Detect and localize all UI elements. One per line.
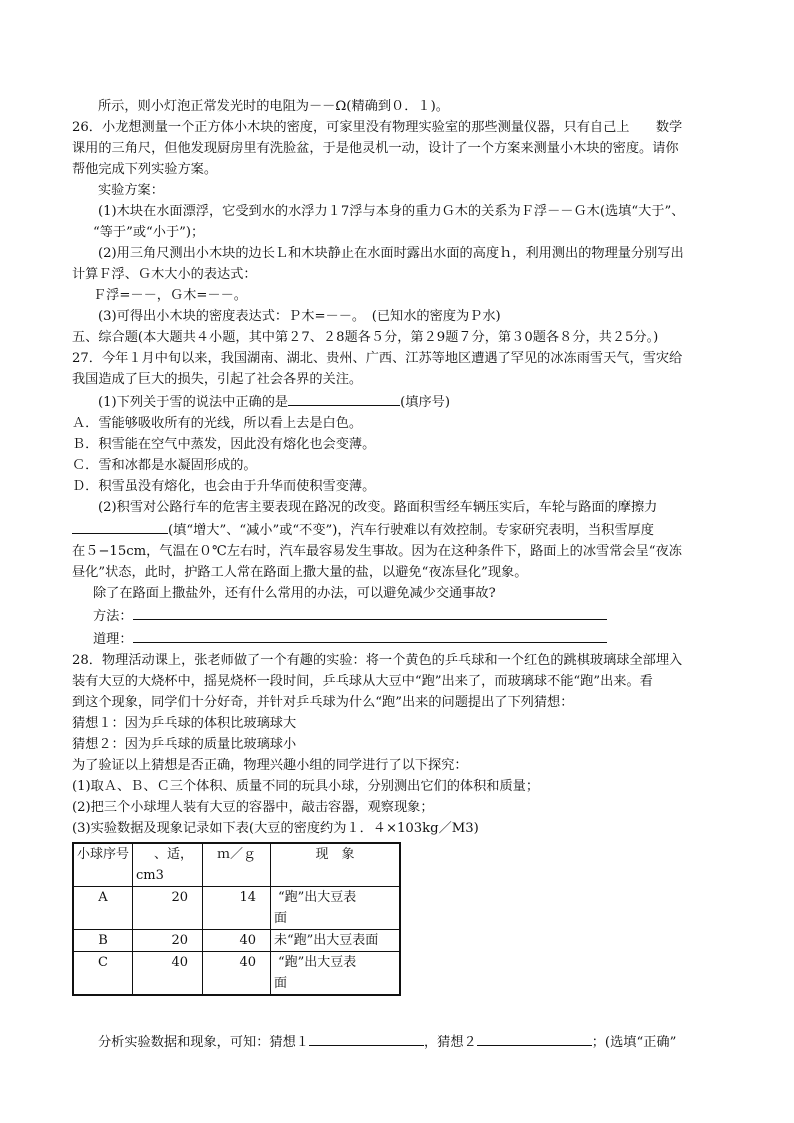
option-d: Ｄ．积雪虽没有熔化，也会由于升华而使积雪变薄。	[72, 479, 376, 494]
text-line: 为了验证以上猜想是否正确，物理兴趣小组的同学进行了以下探究：	[72, 758, 468, 773]
text-line: 到这个现象，同学们十分好奇，并针对乒乓球为什么“跑”出来的问题提出了下列猜想：	[72, 695, 574, 710]
option-a: Ａ．雪能够吸收所有的光线，所以看上去是白色。	[72, 416, 363, 431]
text-fragment: ，猜想２	[424, 1035, 477, 1050]
text-line: 计算Ｆ浮、Ｇ木大小的表达式：	[72, 267, 257, 282]
cell-id: A	[73, 887, 133, 930]
header-ball-id: 小球序号	[73, 843, 133, 887]
cell-phenomenon	[271, 952, 401, 996]
text-line	[72, 604, 722, 627]
option-b: Ｂ．积雪能在空气中蒸发，因此没有熔化也会变薄。	[72, 437, 376, 452]
text-line	[72, 1030, 722, 1053]
header-volume-label: 、适，	[153, 847, 193, 862]
question-26-line: 26．小龙想测量一个正方体小木块的密度，可家里没有物理实验室的那些测量仪器，只有自己上 数学	[72, 120, 683, 135]
cell-mass: 14	[203, 887, 271, 930]
table-row	[73, 930, 400, 952]
cell-mass: 40	[203, 930, 271, 952]
cell-id: B	[73, 930, 133, 952]
phenomenon-line: “跑”出大豆表	[278, 955, 357, 970]
text-line: 实验方案：	[98, 183, 164, 198]
text-line: 在５−15cm，气温在０℃左右时，汽车最容易发生事故。因为在这种条件下，路面上的冰雪常会呈“夜冻	[72, 544, 682, 559]
question-28-line: 28．物理活动课上，张老师做了一个有趣的实验：将一个黄色的乒乓球和一个红色的跳棋玻璃球全部埋入	[72, 653, 683, 668]
text-line: “等于”或“小于”)；	[93, 225, 205, 240]
phenomenon-line: 面	[274, 911, 288, 926]
text-line	[72, 518, 722, 541]
header-mass: ｍ／ｇ	[203, 843, 271, 887]
text-line: 所示，则小灯泡正常发光时的电阻为－－Ω(精确到０．１)。	[98, 99, 449, 114]
answer-blank[interactable]	[72, 518, 168, 534]
method-blank[interactable]	[133, 604, 607, 620]
phenomenon-line: “跑”出大豆表	[278, 890, 357, 905]
cell-phenomenon	[271, 887, 401, 930]
table-row	[73, 952, 400, 996]
text-line: 课用的三角尺，但他发现厨房里有洗脸盆，于是他灵机一动，设计了一个方案来测量小木块的密度。请你	[72, 141, 679, 156]
text-line: (1)取Ａ、Ｂ、Ｃ三个体积、质量不同的玩具小球，分别测出它们的体积和质量；	[72, 779, 540, 794]
text-line: (2)积雪对公路行车的危害主要表现在路况的改变。路面积雪经车辆压实后，车轮与路面的摩擦力	[98, 500, 658, 515]
text-line: Ｆ浮=－－，Ｇ木=－－。	[93, 288, 247, 303]
text-line	[72, 627, 722, 650]
phenomenon-line: 面	[274, 976, 288, 991]
method-label: 方法：	[93, 609, 133, 624]
cell-phenomenon: 未“跑”出大豆表面	[271, 930, 401, 952]
cell-volume: 40	[133, 952, 203, 996]
cell-id: C	[73, 952, 133, 996]
reason-label: 道理：	[93, 632, 133, 647]
option-c: Ｃ．雪和冰都是水凝固形成的。	[72, 458, 257, 473]
hypothesis-2-blank[interactable]	[477, 1030, 592, 1046]
header-volume-unit: cm3	[136, 868, 164, 883]
header-phenomenon: 现 象	[271, 843, 401, 887]
text-fragment: (填序号)	[400, 395, 450, 410]
hypothesis-2: 猜想２：因为乒乓球的质量比玻璃球小	[72, 737, 297, 752]
text-fragment: ；(选填“正确”	[591, 1035, 677, 1050]
text-line: 昼化”状态，此时，护路工人常在路面上撒大量的盐，以避免“夜冻昼化”现象。	[72, 565, 528, 580]
text-line: 装有大豆的大烧杯中，摇晃烧杯一段时间，乒乓球从大豆中“跑”出来了，而玻璃球不能“跑”出来。看	[72, 674, 653, 689]
hypothesis-1: 猜想１：因为乒乓球的体积比玻璃球大	[72, 716, 297, 731]
text-line	[72, 390, 722, 413]
answer-blank[interactable]	[288, 390, 400, 406]
text-line: (3)实验数据及现象记录如下表(大豆的密度约为１．４×103kg／M3)	[72, 821, 479, 836]
table-header-row	[73, 843, 400, 887]
text-fragment: (1)下列关于雪的说法中正确的是	[98, 395, 289, 410]
cell-volume: 20	[133, 930, 203, 952]
text-line: 帮他完成下列实验方案。	[72, 162, 218, 177]
text-fragment: 分析实验数据和现象，可知：猜想１	[98, 1035, 309, 1050]
text-line: (3)可得出小木块的密度表达式：Ｐ木=－－。 (已知水的密度为Ｐ水)	[98, 309, 501, 324]
section-heading: 五、综合题(本大题共４小题，其中第２7、２8题各５分，第２9题７分，第３0题各８分，共２5分。)	[72, 330, 659, 345]
table-row	[73, 887, 400, 930]
text-fragment: (填“增大”、“减小”或“不变”)，汽车行驶难以有效控制。专家研究表明，当积雪厚度	[168, 523, 654, 538]
cell-volume: 20	[133, 887, 203, 930]
text-line: 我国造成了巨大的损失，引起了社会各界的关注。	[72, 372, 363, 387]
hypothesis-1-blank[interactable]	[309, 1030, 424, 1046]
text-line: 除了在路面上撒盐外，还有什么常用的办法，可以避免减少交通事故?	[93, 586, 496, 601]
document-page	[72, 96, 722, 1053]
reason-blank[interactable]	[133, 627, 607, 643]
header-volume	[133, 843, 203, 887]
cell-mass: 40	[203, 952, 271, 996]
question-27-line: 27．今年１月中旬以来，我国湖南、湖北、贵州、广西、江苏等地区遭遇了罕见的冰冻雨雪天气，雪灾给	[72, 351, 683, 366]
experiment-table	[72, 842, 401, 996]
text-line: (2)把三个小球埋人装有大豆的容器中，敲击容器，观察现象；	[72, 800, 434, 815]
text-line: (2)用三角尺测出小木块的边长Ｌ和木块静止在水面时露出水面的高度ｈ，利用测出的物理量分别写出	[98, 246, 684, 261]
text-line: (1)木块在水面漂浮，它受到水的水浮力１7浮与本身的重力Ｇ木的关系为Ｆ浮－－Ｇ木(选填“大于”、	[98, 204, 685, 219]
